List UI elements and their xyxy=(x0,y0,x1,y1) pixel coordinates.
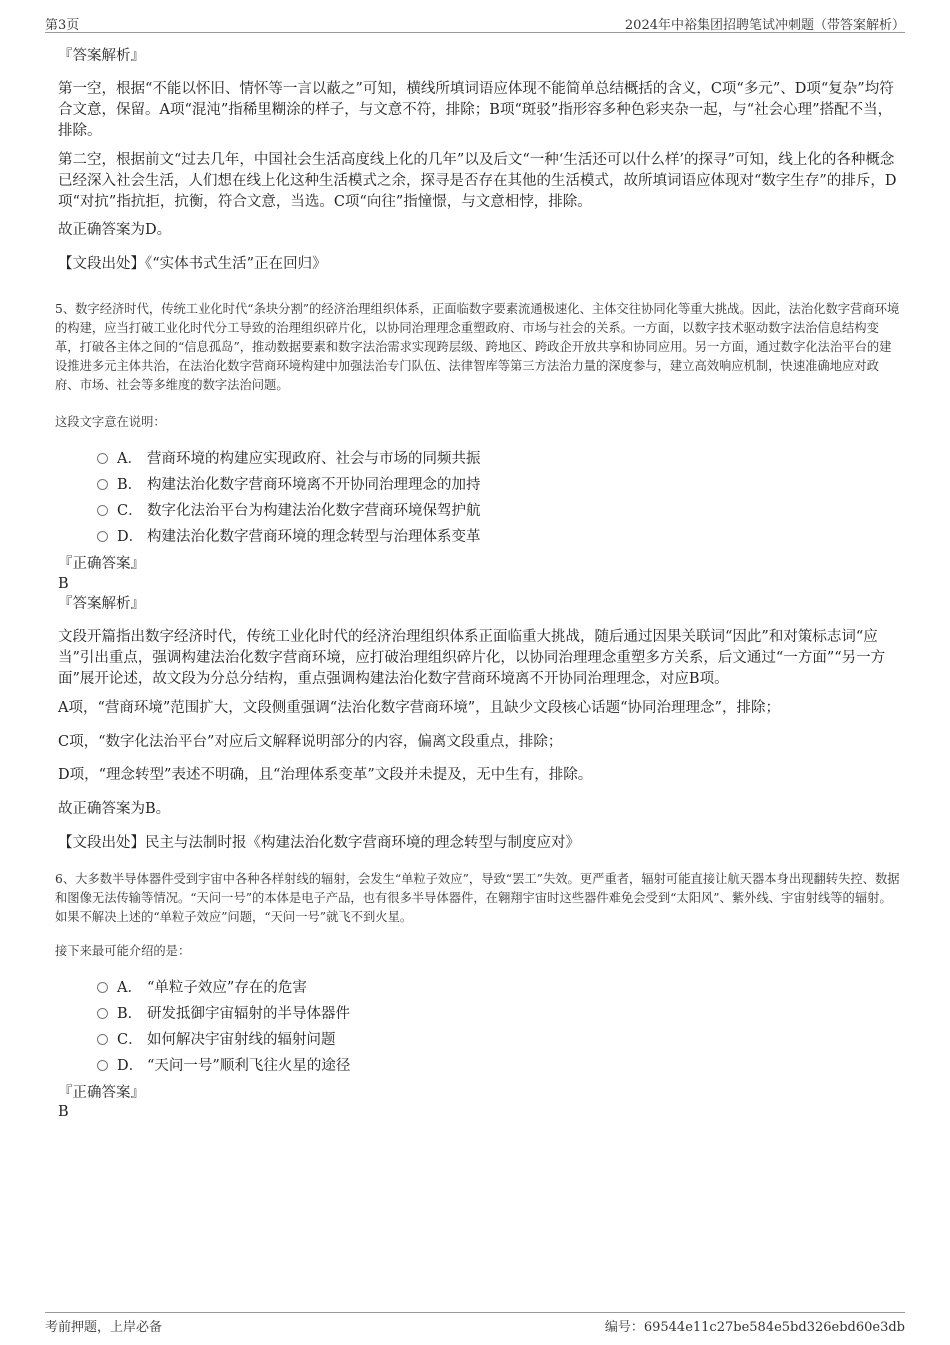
q6-option-c[interactable]: C． 如何解决宇宙射线的辐射问题 xyxy=(97,1030,336,1050)
document-title: 2024年中裕集团招聘笔试冲刺题（带答案解析） xyxy=(624,18,905,33)
q5-analysis-label: 『答案解析』 xyxy=(58,596,145,612)
q6-option-a[interactable]: A． “单粒子效应”存在的危害 xyxy=(97,978,307,998)
radio-icon[interactable] xyxy=(97,1008,108,1019)
q4-analysis-p1: 第一空，根据“不能以怀旧、情怀等一言以蔽之”可知，横线所填词语应体现不能简单总结概括的含义，C项“多元”、D项“复杂”均符合文意，保留。A项“混沌”指稀里糊涂的样子，与文意不符，排除；B项“斑驳”指形容多种色彩夹杂一起，与“社会心理”搭配不当，排除。 xyxy=(58,81,894,139)
q5-analysis-p4: D项，“理念转型”表述不明确，且“治理体系变革”文段并未提及，无中生有，排除。 xyxy=(58,767,593,783)
q6-stem: 6、大多数半导体器件受到宇宙中各种各样射线的辐射，会发生“单粒子效应”，导致“罢工”失效。更严重者，辐射可能直接让航天器本身出现翻转失控、数据和图像无法传输等情况。“天问一号”的本体是电子产品，也有很多半导体器件，在翱翔宇宙时这些器件难免会受到“太阳风”、紫外线、宇宙射线等的辐射。如果不解决上述的“单粒子效应”问题，“天问一号”就飞不到火星。 xyxy=(55,872,900,924)
page-footer xyxy=(45,1312,905,1333)
q6-option-b[interactable]: B． 研发抵御宇宙辐射的半导体器件 xyxy=(97,1004,350,1024)
document-id: 编号：69544e11c27be584e5bd326ebd60e3db xyxy=(604,1320,905,1335)
q5-option-a[interactable]: A． 营商环境的构建应实现政府、社会与市场的同频共振 xyxy=(97,449,481,469)
footer-slogan: 考前押题，上岸必备 xyxy=(45,1320,163,1335)
radio-icon[interactable] xyxy=(97,479,108,490)
q5-option-b[interactable]: B． 构建法治化数字营商环境离不开协同治理理念的加持 xyxy=(97,475,481,495)
q5-analysis-p3: C项，“数字化法治平台”对应后文解释说明部分的内容，偏离文段重点，排除； xyxy=(58,734,563,750)
q4-conclusion: 故正确答案为D。 xyxy=(58,222,172,238)
q5-answer-label: 『正确答案』 xyxy=(58,556,145,572)
q5-analysis-p2: A项，“营商环境”范围扩大，文段侧重强调“法治化数字营商环境”，且缺少文段核心话题“协同治理理念”，排除； xyxy=(58,700,780,716)
page-number: 第3页 xyxy=(45,18,80,33)
q5-option-c[interactable]: C． 数字化法治平台为构建法治化数字营商环境保驾护航 xyxy=(97,501,481,521)
radio-icon[interactable] xyxy=(97,505,108,516)
q4-analysis-label: 『答案解析』 xyxy=(58,48,145,64)
q6-answer-label: 『正确答案』 xyxy=(58,1085,145,1101)
q5-source: 【文段出处】民主与法制时报《构建法治化数字营商环境的理念转型与制度应对》 xyxy=(58,835,580,851)
radio-icon[interactable] xyxy=(97,1034,108,1045)
q5-answer: B xyxy=(58,576,69,592)
q5-analysis-p1: 文段开篇指出数字经济时代，传统工业化时代的经济治理组织体系正面临重大挑战，随后通过因果关联词“因此”和对策标志词“应当”引出重点，强调构建法治化数字营商环境，应打破治理组织碎片化，以协同治理理念重塑多方关系，后文通过“一方面”“另一方面”展开论述，故文段为分总分结构，重点强调构建法治化数字营商环境离不开协同治理理念，对应B项。 xyxy=(58,629,886,687)
radio-icon[interactable] xyxy=(97,982,108,993)
radio-icon[interactable] xyxy=(97,531,108,542)
q5-stem: 5、数字经济时代，传统工业化时代“条块分割”的经济治理组织体系，正面临数字要素流通极速化、主体交往协同化等重大挑战。因此，法治化数字营商环境的构建，应当打破工业化时代分工导致的治理组织碎片化，以协同治理理念重塑政府、市场与社会的关系。一方面，以数字技术驱动数字法治信息结构变革，打破各主体之间的“信息孤岛”，推动数据要素和数字法治需求实现跨层级、跨地区、跨政企开放共享和协同应用。另一方面，通过数字化法治平台的建设推进多元主体共治，在法治化数字营商环境构建中加强法治专门队伍、法律智库等第三方法治力量的深度参与，建立高效响应机制，快速准确地应对政府、市场、社会等多维度的数字法治问题。 xyxy=(55,302,900,392)
q5-option-d[interactable]: D． 构建法治化数字营商环境的理念转型与治理体系变革 xyxy=(97,527,481,547)
q6-prompt: 接下来最可能介绍的是： xyxy=(55,944,191,958)
q6-answer: B xyxy=(58,1104,69,1120)
q4-source: 【文段出处】《“实体书式生活”正在回归》 xyxy=(58,256,327,272)
q5-conclusion: 故正确答案为B。 xyxy=(58,801,171,817)
radio-icon[interactable] xyxy=(97,1060,108,1071)
page-header xyxy=(45,12,905,33)
q4-analysis-p2: 第二空，根据前文“过去几年，中国社会生活高度线上化的几年”以及后文“一种‘生活还可以什么样’的探寻”可知，线上化的各种概念已经深入社会生活，人们想在线上化这种生活模式之余，探寻是否存在其他的生活模式，故所填词语应体现对“数字生存”的排斥，D项“对抗”指抗拒，抗衡，符合文意，当选。C项“向往”指憧憬，与文意相悖，排除。 xyxy=(58,152,897,210)
radio-icon[interactable] xyxy=(97,453,108,464)
q6-option-d[interactable]: D． “天问一号”顺利飞往火星的途径 xyxy=(97,1056,350,1076)
q5-prompt: 这段文字意在说明： xyxy=(55,415,166,429)
